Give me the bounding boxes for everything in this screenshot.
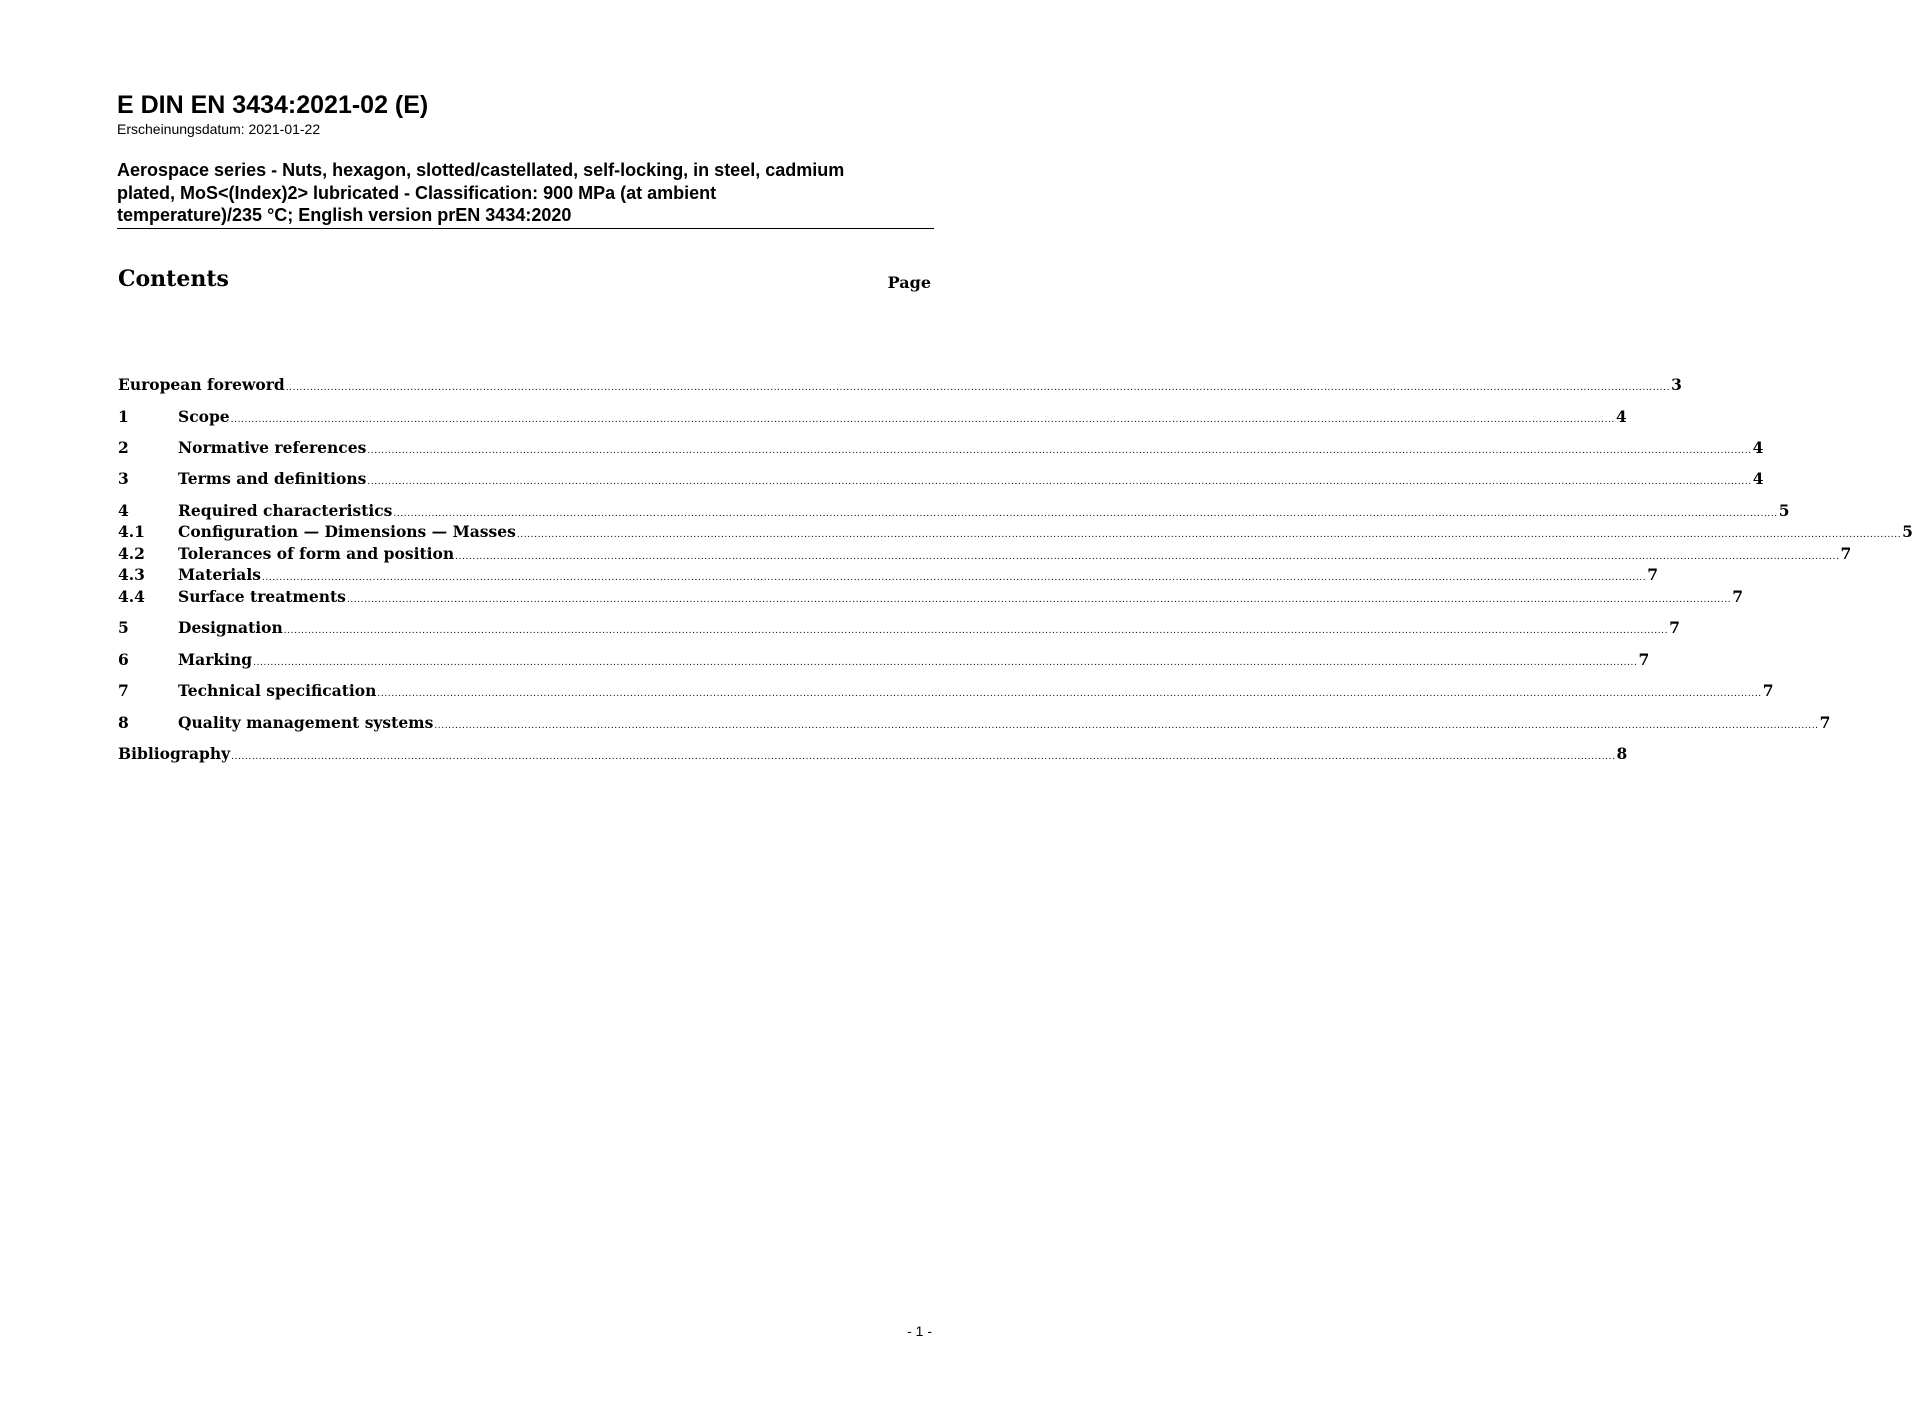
toc-entry-page: 4	[1752, 438, 1764, 457]
toc-entry-number: 4.2	[118, 544, 145, 563]
toc-entry-number: 4.1	[118, 522, 145, 541]
toc-entry-page: 8	[1616, 744, 1628, 763]
toc-entry-page: 7	[1669, 618, 1680, 637]
toc-entry-title: Marking	[178, 650, 253, 669]
toc-entry[interactable]	[118, 375, 1682, 395]
toc-entry-number: 4.3	[118, 565, 145, 584]
page-column-label: Page	[887, 273, 931, 292]
toc-dot-leader: ................................................................................................................................................................................................................................................................................................................................................................................................................	[283, 626, 1669, 636]
toc-entry[interactable]	[118, 618, 1680, 638]
toc-entry-number: 4.4	[118, 587, 145, 606]
toc-entry[interactable]	[118, 544, 1852, 564]
toc-dot-leader: ................................................................................................................................................................................................................................................................................................................................................................................................................	[253, 658, 1638, 668]
toc-entry-page: 7	[1840, 544, 1852, 563]
title-line-3: temperature)/235 °C; English version prEN 3434:2020	[117, 205, 572, 225]
toc-entry[interactable]	[118, 565, 1659, 585]
toc-entry-number: 2	[118, 438, 129, 457]
toc-entry-title: Surface treatments	[178, 587, 346, 606]
toc-entry[interactable]	[118, 438, 1764, 458]
toc-entry-page: 4	[1616, 407, 1627, 426]
toc-entry-title: Designation	[178, 618, 283, 637]
toc-entry[interactable]	[118, 469, 1764, 489]
toc-entry[interactable]	[118, 744, 1628, 764]
toc-entry-title: Quality management systems	[178, 713, 434, 732]
toc-dot-leader: ................................................................................................................................................................................................................................................................................................................................................................................................................	[377, 689, 1762, 699]
toc-entry-title: Scope	[178, 407, 230, 426]
toc-entry-title: Required characteristics	[178, 501, 393, 520]
toc-dot-leader: ................................................................................................................................................................................................................................................................................................................................................................................................................	[434, 721, 1819, 731]
toc-entry-title: Normative references	[178, 438, 367, 457]
toc-dot-leader: ................................................................................................................................................................................................................................................................................................................................................................................................................	[261, 573, 1647, 583]
toc-entry-page: 7	[1638, 650, 1650, 669]
toc-entry-number: 4	[118, 501, 129, 520]
toc-entry-number: 6	[118, 650, 129, 669]
toc-entry-page: 4	[1752, 469, 1764, 488]
title-line-1: Aerospace series - Nuts, hexagon, slotted/castellated, self-locking, in steel, cadmium	[117, 160, 845, 180]
toc-entry-title: Tolerances of form and position	[178, 544, 455, 563]
document-id: E DIN EN 3434:2021-02 (E)	[117, 91, 429, 119]
toc-dot-leader: ................................................................................................................................................................................................................................................................................................................................................................................................................	[285, 383, 1671, 393]
toc-entry-number: 1	[118, 407, 129, 426]
toc-entry-page: 7	[1732, 587, 1743, 606]
toc-entry-title: Technical specification	[178, 681, 377, 700]
toc-entry-page: 7	[1647, 565, 1659, 584]
toc-entry-title: Bibliography	[118, 744, 231, 763]
toc-entry[interactable]	[118, 522, 1913, 542]
toc-entry-number: 7	[118, 681, 129, 700]
toc-entry-page: 7	[1762, 681, 1774, 700]
contents-title: Contents	[118, 266, 229, 292]
toc-entry-title: European foreword	[118, 375, 285, 394]
toc-entry[interactable]	[118, 681, 1774, 701]
toc-dot-leader: ................................................................................................................................................................................................................................................................................................................................................................................................................	[516, 530, 1902, 540]
document-title	[117, 159, 934, 229]
title-line-2: plated, MoS<(Index)2> lubricated - Classification: 900 MPa (at ambient	[117, 182, 717, 203]
toc-entry-number: 3	[118, 469, 129, 488]
publication-date: Erscheinungsdatum: 2021-01-22	[117, 121, 321, 137]
toc-entry[interactable]	[118, 713, 1831, 733]
toc-entry[interactable]	[118, 407, 1627, 427]
toc-dot-leader: ................................................................................................................................................................................................................................................................................................................................................................................................................	[367, 446, 1752, 456]
toc-entry[interactable]	[118, 650, 1650, 670]
toc-entry-title: Terms and definitions	[178, 469, 367, 488]
toc-entry-page: 3	[1671, 375, 1682, 394]
toc-dot-leader: ................................................................................................................................................................................................................................................................................................................................................................................................................	[393, 509, 1778, 519]
toc-entry-title: Materials	[178, 565, 261, 584]
toc-entry-number: 8	[118, 713, 129, 732]
toc-entry-page: 5	[1902, 522, 1913, 541]
toc-entry-page: 7	[1819, 713, 1831, 732]
toc-entry[interactable]	[118, 501, 1790, 521]
toc-dot-leader: ................................................................................................................................................................................................................................................................................................................................................................................................................	[367, 477, 1752, 487]
document-header	[117, 90, 934, 138]
toc-dot-leader: ................................................................................................................................................................................................................................................................................................................................................................................................................	[455, 552, 1840, 562]
toc-entry-page: 5	[1778, 501, 1790, 520]
page-number: - 1 -	[907, 1323, 932, 1339]
toc-entry[interactable]	[118, 587, 1743, 607]
toc-entry-title: Configuration — Dimensions — Masses	[178, 522, 516, 541]
toc-dot-leader: ................................................................................................................................................................................................................................................................................................................................................................................................................	[230, 415, 1616, 425]
toc-entry-number: 5	[118, 618, 129, 637]
toc-dot-leader: ................................................................................................................................................................................................................................................................................................................................................................................................................	[346, 595, 1732, 605]
toc-dot-leader: ................................................................................................................................................................................................................................................................................................................................................................................................................	[231, 752, 1616, 762]
